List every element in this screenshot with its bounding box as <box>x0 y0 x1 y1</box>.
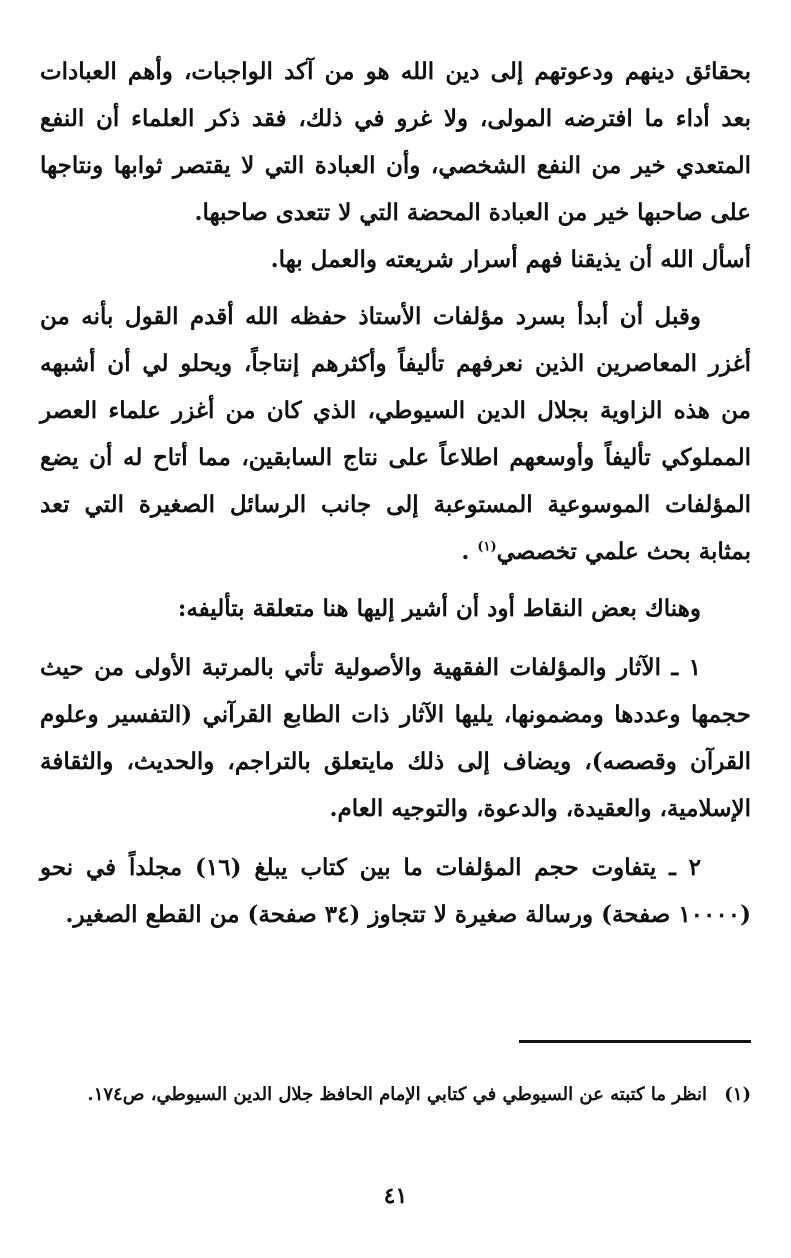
paragraph-1: بحقائق دينهم ودعوتهم إلى دين الله هو من آكد الواجبات، وأهم العبادات بعد أداء ما افترضه المولى، ولا غرو في ذلك، فقد ذكر العلماء أن النفع المتعدي خير من النفع الشخصي، وأن العبادة التي لا يقتصر ثوابها ونتاجها على صاحبها خير من العبادة المحضة التي لا تتعدى صاحبها. <box>40 58 751 226</box>
paragraph-3 <box>40 293 751 575</box>
paragraph-3-end: . <box>461 538 470 565</box>
footnote-text: انظر ما كتبته عن السيوطي في كتابي الإمام الحافظ جلال الدين السيوطي، ص١٧٤. <box>87 1084 707 1105</box>
body-text <box>40 48 751 938</box>
footnote-divider <box>519 1040 751 1043</box>
paragraph-6: ٢ ـ يتفاوت حجم المؤلفات ما بين كتاب يبلغ (١٦) مجلداً في نحو (١٠٠٠٠ صفحة) ورسالة صغيرة لا تتجاوز (٣٤ صفحة) من القطع الصغير. <box>40 854 751 928</box>
paragraph-2: أسأل الله أن يذيقنا فهم أسرار شريعته والعمل بها. <box>270 246 751 273</box>
page-content <box>40 48 751 1258</box>
paragraph-3-text: وقبل أن أبدأ بسرد مؤلفات الأستاذ حفظه الله أقدم القول بأنه من أغزر المعاصرين الذين نعرفهم تأليفاً وأكثرهم إنتاجاً، ويحلو لي أن أشبهه من هذه الزاوية بجلال الدين السيوطي، الذي كان من أغزر علماء العصر المملوكي تأليفاً وأوسعهم اطلاعاً على نتاج السابقين، مما أتاح له أن يضع المؤلفات الموسوعية المستوعبة إلى جانب الرسائل الصغيرة التي تعد بمثابة بحث علمي تخصصي <box>40 303 751 565</box>
paragraph-4: وهناك بعض النقاط أود أن أشير إليها هنا متعلقة بتأليفه: <box>177 595 701 622</box>
footnote-reference[interactable]: (١) <box>477 539 497 555</box>
paragraph-5: ١ ـ الآثار والمؤلفات الفقهية والأصولية تأتي بالمرتبة الأولى من حيث حجمها وعددها ومضمونها، يليها الآثار ذات الطابع القرآني (التفسير وعلوم القرآن وقصصه)، ويضاف إلى ذلك مايتعلق بالتراجم، والحديث، والثقافة الإسلامية، والعقيدة، والدعوة، والتوجيه العام. <box>40 654 751 822</box>
footnotes <box>40 1078 751 1112</box>
page-number: ٤١ <box>383 1183 408 1209</box>
footnote-marker: (١) <box>724 1084 751 1105</box>
footnote-1 <box>40 1078 751 1112</box>
